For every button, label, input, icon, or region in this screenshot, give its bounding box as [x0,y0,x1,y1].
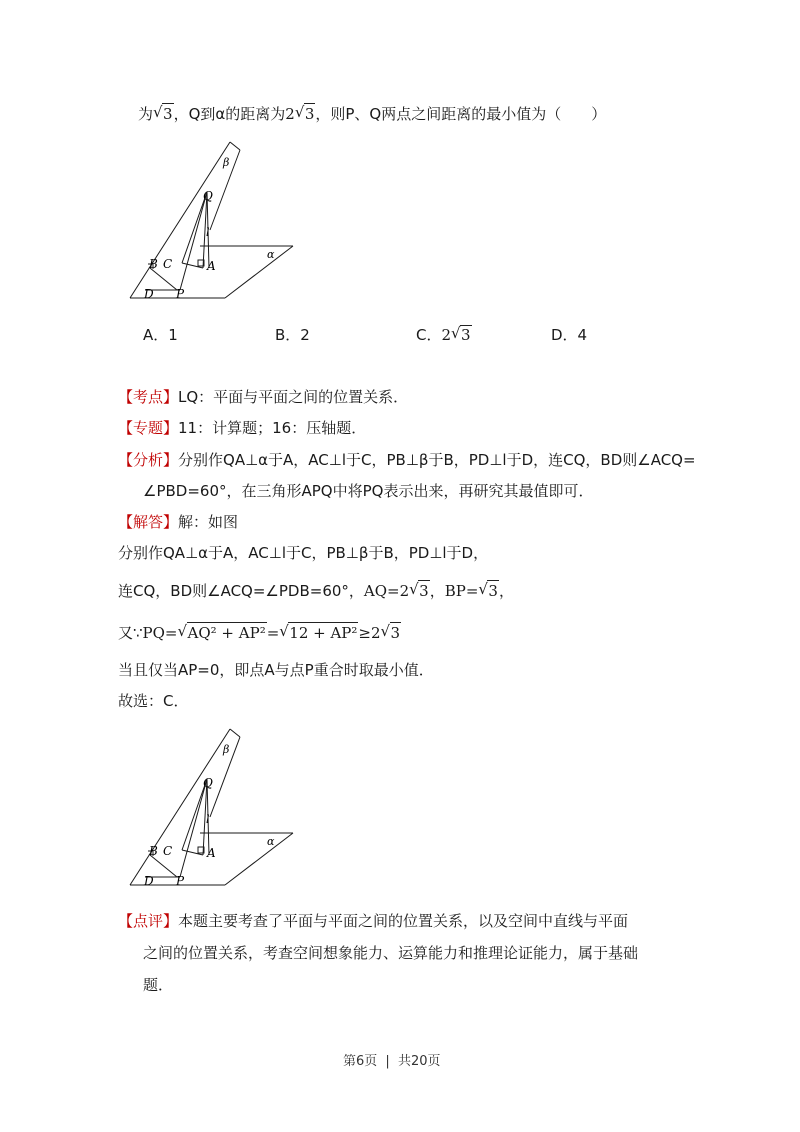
kaodian-line [118,387,408,407]
comment-line-3: 题． [143,976,174,994]
step2-text: 连CQ，BD则∠ACQ=∠PDB=60°， [118,582,364,600]
label-l: l [206,226,210,239]
step2-aq: AQ=2 [363,582,410,600]
segment-bp [150,855,177,877]
question-prefix: 为 [138,105,154,123]
jieda-tag: 【解答】 [118,513,179,531]
question-text-1: ，Q到α的距离为 [173,105,286,123]
option-c-coef: 2 [441,326,452,344]
alpha-plane-edge [225,246,293,298]
beta-plane-edge [130,142,230,298]
alpha-plane-edge [225,833,293,885]
step2-bp: BP= [444,582,479,600]
beta-plane-edge [130,729,230,885]
label-c: C [163,257,173,271]
sqrt-expression: √ 12 + AP² [279,622,358,642]
label-d: D [144,287,154,301]
dihedral-figure [125,140,300,305]
zhuanti-tag: 【专题】 [118,419,179,437]
label-q: Q [203,189,213,203]
step3-pq: PQ= [142,624,178,642]
dihedral-figure-solution [125,727,300,892]
jieda-text: 解：如图 [178,513,239,531]
step3-you: 又∵ [118,624,143,642]
label-l: l [206,813,210,826]
coef-b: 2 [285,105,295,123]
comment-line-2: 之间的位置关系，考查空间想象能力、运算能力和推理论证能力，属于基础 [143,944,639,962]
option-c-label: C． [416,326,442,344]
segment-qp [180,779,207,877]
fenxi-line-2: ∠PBD=60°，在三角形APQ中将PQ表示出来，再研究其最值即可． [143,482,594,500]
comment-line-1 [118,911,628,931]
label-beta: β [223,156,230,169]
option-a[interactable]: A．1 [143,326,178,344]
solution-step-4: 当且仅当AP=0，即点A与点P重合时取最小值． [118,661,434,679]
option-d[interactable]: D．4 [551,326,588,344]
option-b[interactable]: B．2 [275,326,310,344]
step2-end: ， [498,582,514,600]
comment-tag: 【点评】 [118,912,179,930]
sqrt-expression: √ 3 [451,324,471,344]
zhuanti-line [118,418,366,438]
sqrt-expression: √ 3 [409,580,429,600]
solution-step-5: 故选：C． [118,692,189,710]
zhuanti-text: 11：计算题；16：压轴题． [178,419,367,437]
fenxi-tag: 【分析】 [118,451,179,469]
kaodian-tag: 【考点】 [118,388,179,406]
option-c[interactable] [416,324,472,345]
solution-step-3 [118,622,401,643]
label-c: C [163,844,173,858]
page-footer [343,1050,441,1069]
question-line [138,103,606,124]
kaodian-text: LQ：平面与平面之间的位置关系． [178,388,409,406]
sqrt-expression: √ 3 [380,622,401,642]
step2-comma: ， [429,582,445,600]
label-b: B [149,257,158,271]
sqrt-expression: √ 3 [478,580,498,600]
sqrt-expression: √ 3 [294,103,315,123]
label-q: Q [203,776,213,790]
label-beta: β [223,743,230,756]
comment-text-1: 本题主要考查了平面与平面之间的位置关系，以及空间中直线与平面 [178,912,629,930]
label-d: D [144,874,154,888]
label-p: P [176,287,185,301]
sqrt-expression: √ AQ² + AP² [177,622,266,642]
footer-total: 共20页 [397,1054,441,1069]
label-alpha: α [267,248,275,261]
label-b: B [149,844,158,858]
fenxi-text-1: 分别作QA⊥α于A，AC⊥l于C，PB⊥β于B，PD⊥l于D，连CQ，BD则∠ACQ= [178,451,696,469]
label-a: A [207,846,216,860]
segment-bp [150,268,177,290]
footer-separator: | [385,1054,390,1069]
solution-step-1: 分别作QA⊥α于A，AC⊥l于C，PB⊥β于B，PD⊥l于D， [118,544,489,562]
beta-plane-edge [230,729,240,737]
step3-eq: = [266,624,280,642]
question-text-2: ，则P、Q两点之间距离的最小值为（ ） [315,105,607,123]
jieda-line [118,512,238,532]
solution-step-2 [118,580,514,601]
beta-plane-edge [230,142,240,150]
fenxi-line-1 [118,450,696,470]
label-a: A [207,259,216,273]
footer-page: 第6页 [343,1054,378,1069]
label-alpha: α [267,835,275,848]
segment-qp [180,192,207,290]
label-p: P [176,874,185,888]
step3-geq: ≥2 [358,624,381,642]
sqrt-expression: √ 3 [153,103,173,123]
